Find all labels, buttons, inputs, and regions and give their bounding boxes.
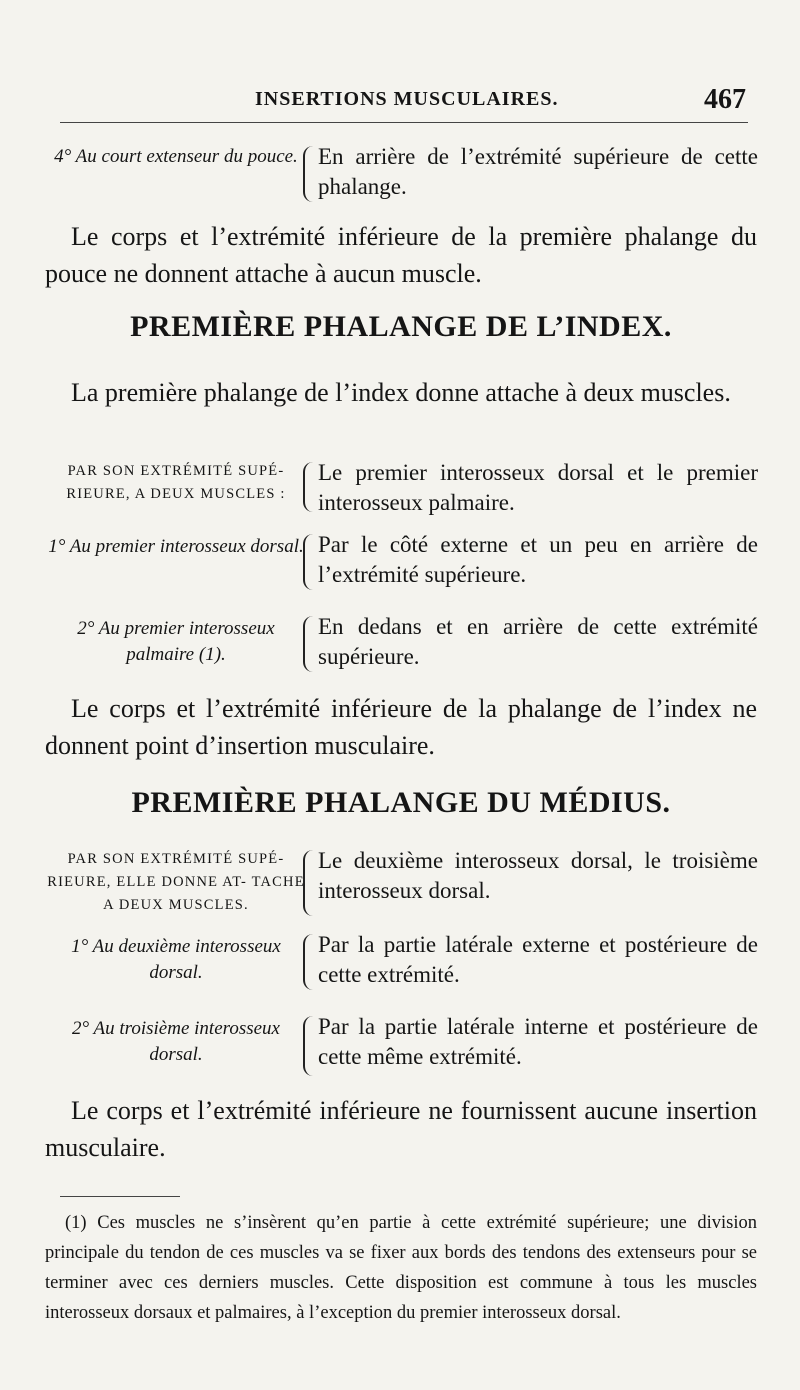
summary-text: Le deuxième interosseux dorsal, le troisième interosseux dorsal.: [318, 848, 758, 903]
running-header: INSERTIONS MUSCULAIRES.: [255, 88, 559, 110]
paragraph-pouce: Le corps et l’extrémité inférieure de la première phalange du pouce ne donnent attache à aucun muscle.: [45, 222, 757, 288]
footnote: (1) Ces muscles ne s’insèrent qu’en partie à cette extrémité supérieure; une division principale du tendon de ces muscles va se fixer aux bords des tendons des extenseurs pour se terminer avec ces derniers muscles. Cette disposition est commune à tous les muscles interosseux dorsaux et palmaires, à l’exception du premier interosseux dorsal.: [45, 1213, 757, 1323]
brace: [303, 616, 317, 672]
entry-label: 1° Au premier interosseux dorsal.: [48, 536, 304, 557]
entry-text: Par la partie latérale externe et postérieure de cette extrémité.: [318, 932, 758, 987]
entry-label: 2° Au premier interosseux palmaire (1).: [77, 618, 275, 665]
summary-text: Le premier interosseux dorsal et le premier interosseux palmaire.: [318, 460, 758, 515]
section-title-index: PREMIÈRE PHALANGE DE L’INDEX.: [130, 310, 672, 343]
brace: [303, 1016, 317, 1076]
entry-text: Par la partie latérale interne et postérieure de cette même extrémité.: [318, 1014, 758, 1069]
paragraph-index-intro: La première phalange de l’index donne attache à deux muscles.: [71, 378, 731, 407]
header-rule: [60, 122, 748, 123]
page-number: 467: [704, 84, 746, 115]
section-title-medius: PREMIÈRE PHALANGE DU MÉDIUS.: [131, 786, 671, 819]
summary-label: PAR SON EXTRÉMITÉ SUPÉ- RIEURE, A DEUX MUSCLES :: [66, 463, 286, 502]
entry-label: 2° Au troisième interosseux dorsal.: [72, 1018, 280, 1065]
paragraph-index-closing: Le corps et l’extrémité inférieure de la phalange de l’index ne donnent point d’insertion musculaire.: [45, 694, 757, 760]
footnote-rule: [60, 1196, 180, 1197]
summary-label: PAR SON EXTRÉMITÉ SUPÉ- RIEURE, ELLE DONNE AT- TACHE A DEUX MUSCLES.: [47, 851, 305, 913]
paragraph-medius-closing: Le corps et l’extrémité inférieure ne fournissent aucune insertion musculaire.: [45, 1096, 757, 1162]
entry-text: En arrière de l’extrémité supérieure de cette phalange.: [318, 144, 758, 199]
brace: [303, 462, 317, 512]
entry-label: 1° Au deuxième interosseux dorsal.: [71, 936, 281, 983]
entry-text: En dedans et en arrière de cette extrémité supérieure.: [318, 614, 758, 669]
brace: [303, 146, 317, 202]
brace: [303, 934, 317, 990]
brace: [303, 850, 317, 916]
brace: [303, 534, 317, 590]
entry-label: 4° Au court extenseur du pouce.: [54, 146, 298, 167]
entry-text: Par le côté externe et un peu en arrière de l’extrémité supérieure.: [318, 532, 758, 587]
